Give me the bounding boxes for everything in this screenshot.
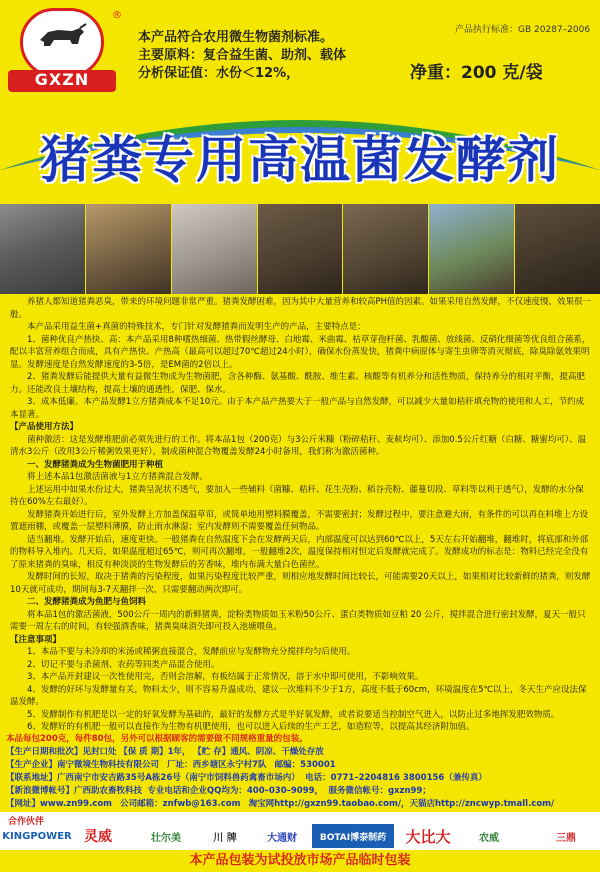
note-5: 5、发酵制作有机肥是以一定的好氧发酵为基础的，最好的发酵方式是半好氧发酵，或者说要适当控制空气进入，以防止过多地挥发肥效物质。	[27, 709, 560, 720]
activation-paragraph: 菌种激活：这是发酵堆肥前必须先进行的工作。将本品1包（200克）与3公斤米糠（粉碎秸秆、麦麸均可）、添加0.5公斤红糖（白糖、糖蜜均可）、温清水3公斤（改用3公斤稀粥效果更好），制成菌种混合物覆盖发酵24小时备用，我们称为激活菌种。	[10, 434, 587, 457]
partner-logo-datongcai: 大通财	[267, 832, 297, 844]
phone: 电话：0771–2204816 3800156（兼传真）	[305, 773, 487, 783]
photo-worker-field	[429, 204, 515, 294]
net-weight: 净重：200 克/袋	[410, 63, 543, 83]
partner-logo-sanding: 三鼎	[556, 832, 576, 844]
partner-logo-lingwei: 灵威	[84, 829, 112, 845]
packaging-spec: 本品每包200克，每件80包，另外可以根据顾客的需要做不同规格重量的包装。	[6, 734, 308, 744]
footer-notice: 本产品包装为试投放市场产品临时包装	[0, 850, 600, 872]
note-6: 6、发酵好的有机肥一般可以直接作为生物有机肥使用，也可以进入后续的生产工艺，如造粒等，以提高其经济附加值。	[27, 722, 475, 732]
note-2: 2、切记不要与杀菌剂、农药等同类产品混合使用。	[27, 659, 220, 670]
bull-icon	[36, 22, 88, 52]
photo-compost-close	[343, 204, 429, 294]
partners-bar	[0, 812, 600, 850]
instructions-body	[10, 296, 592, 742]
photo-pigs	[172, 204, 258, 294]
main-ingredients: 主要原料：复合益生菌、助剂、载体	[138, 48, 347, 63]
section-1-step-1: 将上述本品1包激活菌液与1立方猪粪混合发酵。	[27, 472, 208, 482]
photo-manure-ground	[515, 204, 600, 294]
standard-statement: 本产品符合农用微生物菌剂标准。	[138, 30, 334, 45]
section-2-heading: 二、发酵猪粪成为鱼肥与鱼饲料	[27, 597, 147, 607]
section-1-step-5: 发酵时间的长短，取决于猪粪的污染程度，如果污染程度比较严重，则相应地发酵时间比较长，可能需要20天以上，如果相对比较新鲜的猪粪，则发酵10天就可成功，期间每3-7天翻拌一次，只需要翻动两次即可。	[10, 572, 591, 595]
note-3: 3、本产品开封建议一次性使用完，否则会溶解，有板结属于正常情况，溶于水中即可使用，不影响效果。	[27, 672, 424, 682]
manufacturer: 【生产企业】南宁微境生物科技有限公司	[6, 760, 160, 770]
photo-worker-shoveling	[86, 204, 172, 294]
website-link[interactable]: 【网址】www.zn99.com	[6, 799, 113, 809]
note-1: 1、本品不要与未冷却的米汤或稀粥直接混合，发酵前应与发酵物充分搅拌均匀后使用。	[27, 647, 356, 657]
features-intro: 本产品采用益生菌+真菌的特殊技术，专门针对发酵猪粪而发明生产的产品，主要特点是：	[27, 322, 366, 332]
storage-info: 【贮 存】通风、阴凉、干燥处存放	[193, 747, 324, 757]
section-1-step-3: 发酵猪粪开始进行后，室外发酵上方加盖保温草帘，或简单地用塑料膜覆盖，不需要密封；发酵过程中，要注意避大雨，有条件的可以再在料堆上方设置遮雨棚，或覆盖一层塑料薄膜，防止雨水淋湿；室内发酵则不需要覆盖任何物品。	[10, 509, 589, 532]
logo-brand-text: GXZN	[8, 70, 116, 92]
photo-strip	[0, 204, 600, 294]
photo-compost-pile	[258, 204, 344, 294]
company-info	[6, 733, 596, 811]
section-2-text: 将本品1包的激活菌液，500公斤一周内的新鲜猪粪，淀粉类物质如玉米粉50公斤、蛋白类物质如豆粕 20 公斤，搅拌混合进行密封发酵，夏天一般只需要一周左右的时间，有较强酒香味，猪粪臭味消失即可投入池塘喂鱼。	[10, 609, 586, 632]
analysis-guarantee: 分析保证值：水份＜12%，	[138, 66, 300, 81]
section-1-step-2: 上述运用中如果水份过大，猪粪呈泥状不透气，要加入一些辅料（菌糠、秸秆、花生壳粉、稻谷壳粉、藤蔓切段、草料等以利于透气），发酵的水分保持在60%左右最好）。	[10, 484, 584, 507]
partners-label: 合作伙伴	[8, 817, 45, 827]
contact-address: 【联系地址】广西南宁市安吉路35号A栋26号（南宁市饲料兽药禽畜市场内）	[6, 773, 300, 783]
feature-2: 2、猪粪发酵后能提供大量有益微生物成为生物菌肥，含各种酶、氨基酸、酰胺、维生素、核酸等有机养分和活性物质，保持养分的相对平衡，提高肥力。还能改良土壤结构，提高土壤的通透性，保肥、保水。	[10, 372, 585, 395]
feature-1: 1、菌种优良产热快、高：本产品采用8种嗜热细菌、热带假丝酵母、白地霉、米曲霉、枯草芽孢杆菌、乳酸菌、放线菌、反硝化细菌等优良组合菌系，配以丰富营养组合而成，具有产热快、产热高（最高可以超过70℃超过24小时），确保水份蒸发快，猪粪中病原体与寄生虫卵等消灭彻底，除臭除氨效果明显。发酵速度是自然发酵速度的3-5倍，是EM菌的2倍以上。	[10, 334, 591, 370]
shelf-life: 【保 质 期】1年，	[119, 747, 191, 757]
batch-info: 【生产日期和批次】见封口处	[6, 747, 117, 757]
weibo-account: 【新浪微博帐号】广西助农畜牧科技	[6, 786, 143, 796]
section-1-step-4: 适当翻堆。发酵开始后，速度更快。一般猪粪在自然温度下会在发酵两天后，内部温度可以达到60℃以上，5天左右开始翻堆，翻堆时，将底部和外部的物料导入堆内。几天后，如果温度超过65℃，则可再次翻堆，一般翻堆2次，温度保持相对恒定后发酵就完成了。发酵成功的标志是：物料已经完全没有了原来猪粪的臭味，相反有种淡淡的生物发酵后的芳香味，堆内布满大量白色菌丝。	[10, 534, 589, 570]
usage-heading: 【产品使用方法】	[10, 422, 79, 432]
partner-logo-nongwei: 农威	[479, 832, 499, 844]
photo-steaming-manure	[0, 204, 86, 294]
company-email[interactable]: 公司邮箱：znfwb@163.com	[120, 799, 241, 809]
partner-logo-zhuangermei: 壮尔美	[151, 832, 181, 844]
note-4: 4、发酵的好坏与发酵量有关，物料太少，则不容易升温成功，建议一次堆料不少于1方，高度不低于60cm，环境温度在5℃以上，冬天生产应设法保温发酵。	[10, 684, 587, 707]
factory-address: 厂址：西乡塘区永宁村7队	[167, 760, 267, 770]
intro-paragraph: 养猪人都知道猪粪恶臭，带来的环境问题非常严重。猪粪发酵困难，因为其中大量营养和较高PH值的因素。如果采用自然发酵，不仅速度慢，效果很一般。	[10, 297, 592, 320]
notes-heading: 【注意事项】	[10, 634, 62, 645]
wechat-account: 服务微信帐号：gxzn99；	[328, 786, 431, 796]
hotline-qq: 专业电话和企业QQ均为：400–030–9099，	[147, 786, 324, 796]
postcode: 邮编：530001	[274, 760, 336, 770]
partner-logo-chuanpai: 川 牌	[213, 832, 237, 844]
partner-logo-botai: BOTAI博泰制药	[312, 824, 394, 848]
standard-text: 产品执行标准：GB 20287–2006	[455, 25, 591, 35]
section-1-heading: 一、发酵猪粪成为生物菌肥用于种植	[27, 459, 164, 470]
feature-3: 3、成本低廉。本产品发酵1立方猪粪成本不足10元。由于本产品产热要大于一般产品与自然发酵，可以减少大量如秸秆填充物的使用和人工，节约成本显著。	[10, 397, 585, 420]
partner-logo-kingpower: KINGPOWER	[2, 830, 72, 842]
product-title: 猪粪专用高温菌发酵剂	[40, 131, 560, 189]
registered-mark: ®	[112, 10, 122, 21]
shop-links[interactable]: 淘宝网http://gxzn99.taobao.com/，天猫店http://zncwyp.tmall.com/	[248, 799, 555, 809]
partner-logo-dabida: 大比大	[405, 827, 451, 846]
